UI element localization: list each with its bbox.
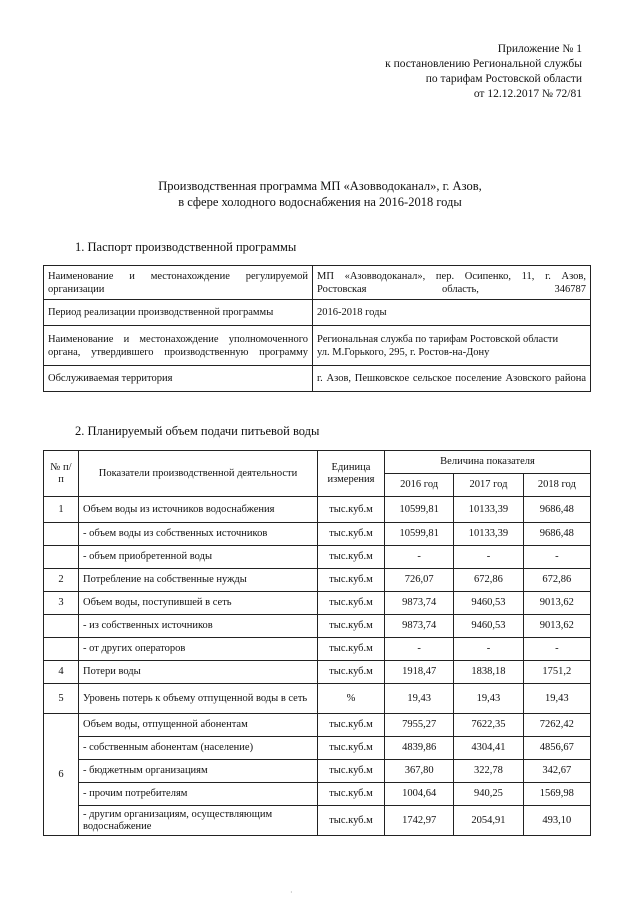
cell-name: Потери воды <box>79 661 318 684</box>
cell-name: - от других операторов <box>79 638 318 661</box>
cell-2017: 940,25 <box>454 783 523 806</box>
passport-value: 2016-2018 годы <box>313 300 591 326</box>
passport-value: г. Азов, Пешковское сельское поселение Азовского района <box>313 366 591 392</box>
cell-2018: 9013,62 <box>523 615 590 638</box>
cell-2018: 1569,98 <box>523 783 590 806</box>
cell-unit: тыс.куб.м <box>318 638 385 661</box>
table-row <box>44 737 591 760</box>
cell-2017: 9460,53 <box>454 592 523 615</box>
header-2017: 2017 год <box>454 474 523 497</box>
cell-2017: 2054,91 <box>454 806 523 836</box>
section-1-heading: 1. Паспорт производственной программы <box>75 240 297 254</box>
table-row <box>44 569 591 592</box>
cell-2016: 19,43 <box>385 684 454 714</box>
cell-unit: тыс.куб.м <box>318 546 385 569</box>
cell-unit: тыс.куб.м <box>318 497 385 523</box>
table-row <box>44 714 591 737</box>
cell-num <box>44 523 79 546</box>
passport-label: Период реализации производственной программы <box>44 300 313 326</box>
cell-2016: 1918,47 <box>385 661 454 684</box>
cell-num: 6 <box>44 714 79 836</box>
passport-row <box>44 300 591 326</box>
cell-2016: 367,80 <box>385 760 454 783</box>
passport-value-cell <box>313 326 591 366</box>
table-row <box>44 760 591 783</box>
cell-2017: 10133,39 <box>454 497 523 523</box>
header-2016: 2016 год <box>385 474 454 497</box>
table-row <box>44 592 591 615</box>
document-title <box>0 178 640 210</box>
cell-num <box>44 638 79 661</box>
title-line-1: Производственная программа МП «Азовводоканал», г. Азов, <box>158 179 482 193</box>
cell-name: - прочим потребителям <box>79 783 318 806</box>
cell-2017: 19,43 <box>454 684 523 714</box>
cell-name: - из собственных источников <box>79 615 318 638</box>
cell-2018: 9686,48 <box>523 497 590 523</box>
table-row <box>44 615 591 638</box>
cell-2018: 672,86 <box>523 569 590 592</box>
cell-2016: 9873,74 <box>385 592 454 615</box>
table-row <box>44 783 591 806</box>
table-row <box>44 661 591 684</box>
table-row <box>44 806 591 836</box>
passport-label: Обслуживаемая территория <box>44 366 313 392</box>
header-row <box>44 451 591 474</box>
cell-2018: 7262,42 <box>523 714 590 737</box>
cell-2016: 726,07 <box>385 569 454 592</box>
cell-2018: - <box>523 546 590 569</box>
cell-2018: 1751,2 <box>523 661 590 684</box>
passport-value: МП «Азовводоканал», пер. Осипенко, 11, г. Азов, Ростовская область, 346787 <box>313 266 591 300</box>
table-row <box>44 684 591 714</box>
cell-2016: 10599,81 <box>385 523 454 546</box>
cell-2017: 4304,41 <box>454 737 523 760</box>
appendix-block <box>385 42 582 102</box>
cell-2017: 1838,18 <box>454 661 523 684</box>
cell-unit: тыс.куб.м <box>318 569 385 592</box>
cell-2018: 19,43 <box>523 684 590 714</box>
passport-label: Наименование и местонахождение уполномоченного органа, утвердившего производственную программу <box>44 326 313 366</box>
cell-2017: 672,86 <box>454 569 523 592</box>
cell-2018: 493,10 <box>523 806 590 836</box>
header-value: Величина показателя <box>385 451 591 474</box>
appendix-line-1: Приложение № 1 <box>497 43 582 55</box>
header-2018: 2018 год <box>523 474 590 497</box>
water-volume-table <box>43 450 591 836</box>
cell-unit: тыс.куб.м <box>318 615 385 638</box>
cell-unit: тыс.куб.м <box>318 523 385 546</box>
cell-2018: 9686,48 <box>523 523 590 546</box>
cell-2016: 10599,81 <box>385 497 454 523</box>
title-line-2: в сфере холодного водоснабжения на 2016-2018 годы <box>178 195 462 209</box>
cell-name: Потребление на собственные нужды <box>79 569 318 592</box>
cell-2016: - <box>385 546 454 569</box>
passport-value: Региональная служба по тарифам Ростовской области <box>317 333 559 345</box>
cell-name: - бюджетным организациям <box>79 760 318 783</box>
cell-2016: - <box>385 638 454 661</box>
cell-2016: 1742,97 <box>385 806 454 836</box>
table-row <box>44 546 591 569</box>
header-num: № п/п <box>44 451 79 497</box>
passport-row <box>44 326 591 366</box>
cell-name: Объем воды из источников водоснабжения <box>79 497 318 523</box>
cell-2017: 7622,35 <box>454 714 523 737</box>
table-row <box>44 497 591 523</box>
cell-2018: - <box>523 638 590 661</box>
cell-2017: 10133,39 <box>454 523 523 546</box>
cell-num: 5 <box>44 684 79 714</box>
header-unit: Единица измерения <box>318 451 385 497</box>
cell-name: Объем воды, отпущенной абонентам <box>79 714 318 737</box>
appendix-line-4: от 12.12.2017 № 72/81 <box>473 88 582 100</box>
cell-2016: 9873,74 <box>385 615 454 638</box>
cell-num <box>44 615 79 638</box>
cell-2017: 322,78 <box>454 760 523 783</box>
cell-name: - другим организациям, осуществляющим водоснабжение <box>79 806 318 836</box>
cell-num: 1 <box>44 497 79 523</box>
passport-table <box>43 265 591 392</box>
appendix-line-2: к постановлению Региональной службы <box>385 58 582 70</box>
cell-unit: тыс.куб.м <box>318 806 385 836</box>
cell-2017: - <box>454 638 523 661</box>
cell-2018: 9013,62 <box>523 592 590 615</box>
cell-name: Уровень потерь к объему отпущенной воды в сеть <box>79 684 318 714</box>
table-row <box>44 523 591 546</box>
cell-num <box>44 546 79 569</box>
cell-2016: 4839,86 <box>385 737 454 760</box>
cell-unit: % <box>318 684 385 714</box>
cell-2018: 342,67 <box>523 760 590 783</box>
cell-num: 2 <box>44 569 79 592</box>
cell-name: Объем воды, поступившей в сеть <box>79 592 318 615</box>
cell-unit: тыс.куб.м <box>318 661 385 684</box>
cell-unit: тыс.куб.м <box>318 737 385 760</box>
cell-name: - объем приобретенной воды <box>79 546 318 569</box>
cell-name: - собственным абонентам (население) <box>79 737 318 760</box>
passport-row <box>44 366 591 392</box>
cell-2018: 4856,67 <box>523 737 590 760</box>
table-row <box>44 638 591 661</box>
cell-num: 3 <box>44 592 79 615</box>
cell-2016: 1004,64 <box>385 783 454 806</box>
appendix-line-3: по тарифам Ростовской области <box>425 73 582 85</box>
page-mark: · <box>290 888 293 897</box>
cell-2016: 7955,27 <box>385 714 454 737</box>
cell-unit: тыс.куб.м <box>318 714 385 737</box>
cell-2017: - <box>454 546 523 569</box>
section-2-heading: 2. Планируемый объем подачи питьевой воды <box>75 424 320 438</box>
cell-2017: 9460,53 <box>454 615 523 638</box>
cell-unit: тыс.куб.м <box>318 592 385 615</box>
cell-name: - объем воды из собственных источников <box>79 523 318 546</box>
cell-unit: тыс.куб.м <box>318 760 385 783</box>
cell-num: 4 <box>44 661 79 684</box>
header-indicator: Показатели производственной деятельности <box>79 451 318 497</box>
passport-row <box>44 266 591 300</box>
passport-value-address: ул. М.Горького, 295, г. Ростов-на-Дону <box>317 346 490 358</box>
cell-unit: тыс.куб.м <box>318 783 385 806</box>
passport-label: Наименование и местонахождение регулируемой организации <box>44 266 313 300</box>
